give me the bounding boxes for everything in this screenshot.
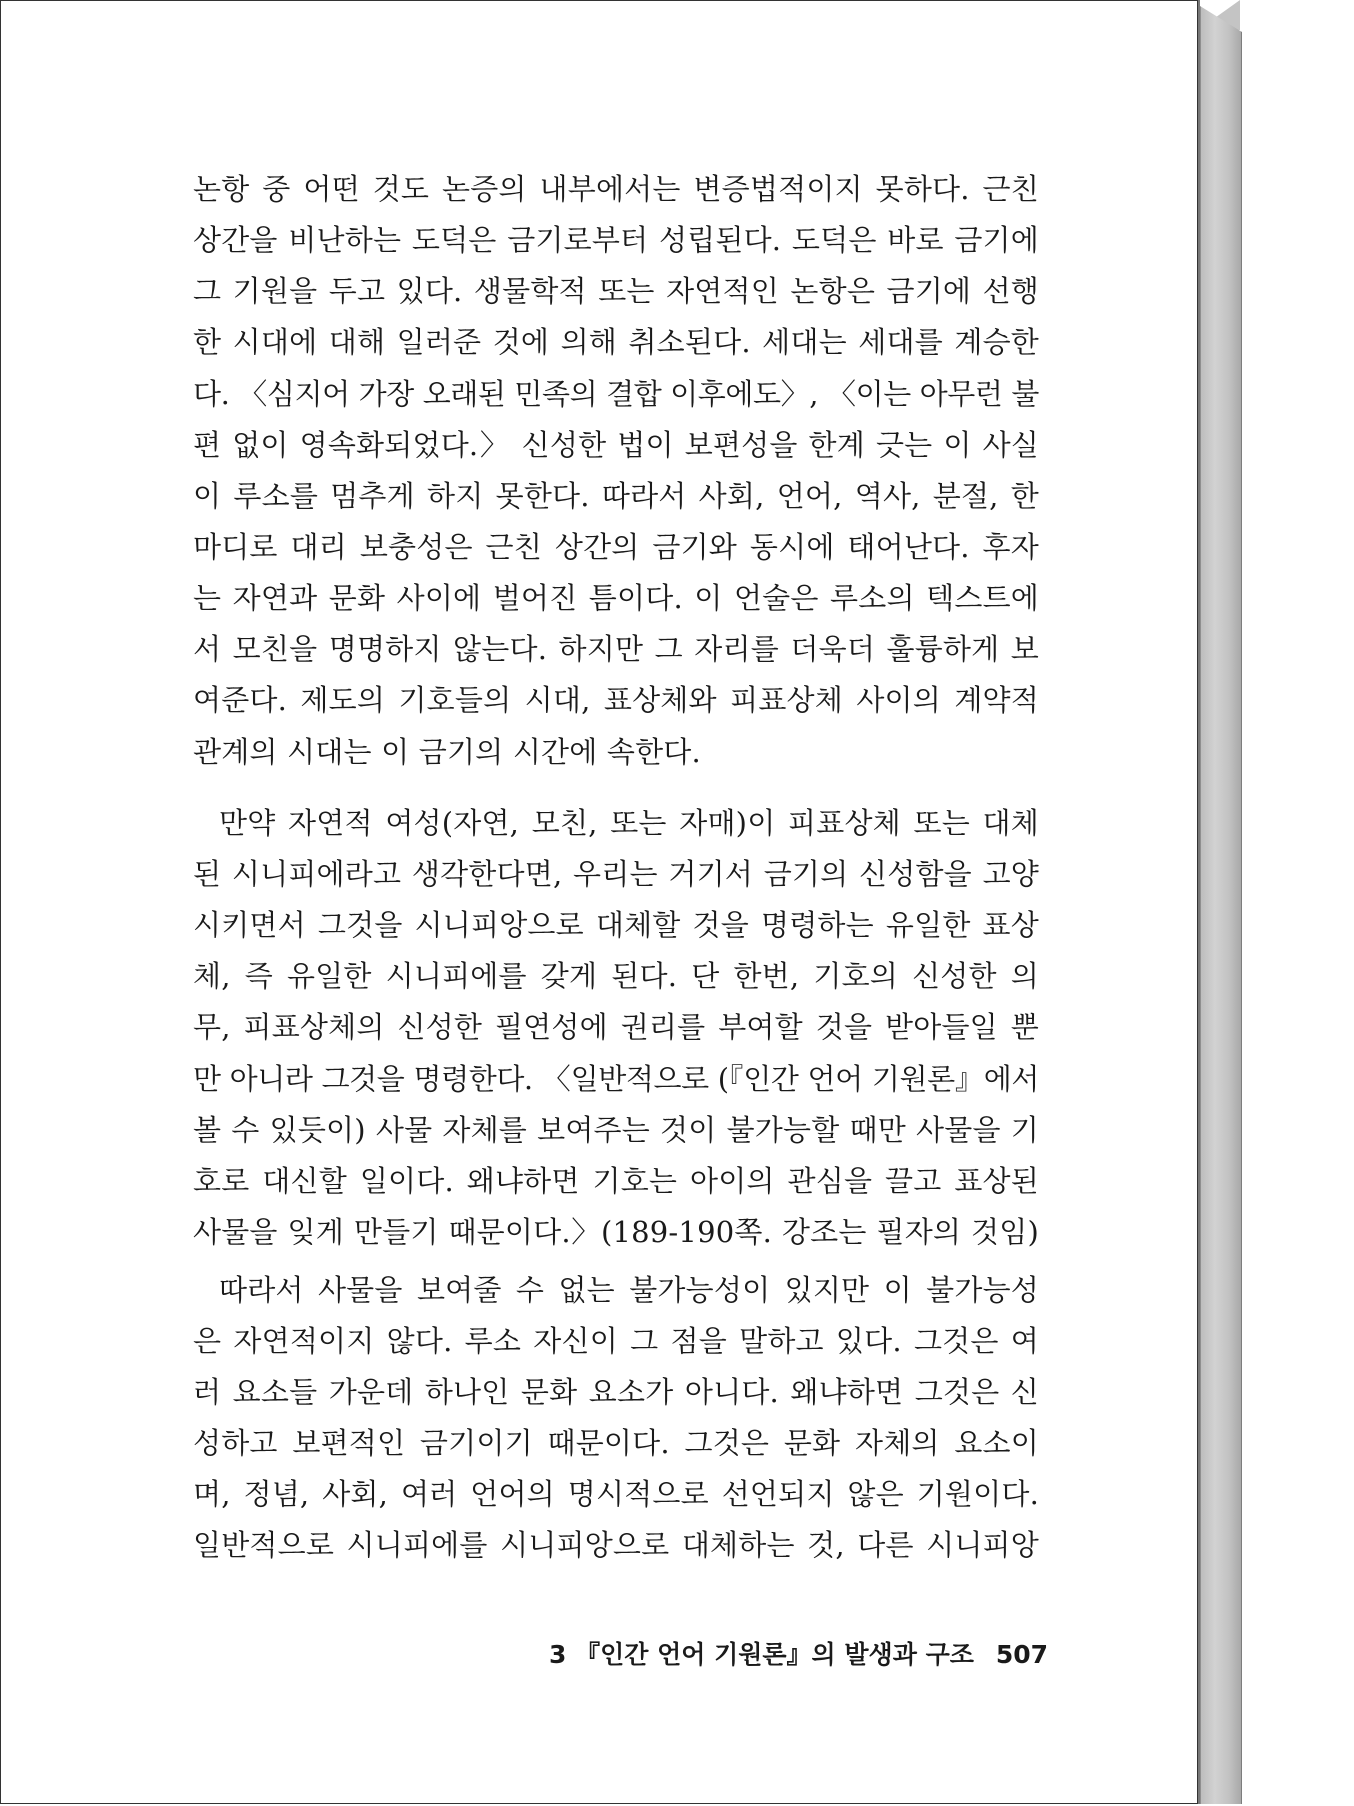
text-line: 여준다. 제도의 기호들의 시대, 표상체와 피표상체 사이의 계약적: [193, 683, 1039, 717]
text-line: 마디로 대리 보충성은 근친 상간의 금기와 동시에 태어난다. 후자: [193, 530, 1039, 564]
page-footer: [549, 1638, 1048, 1672]
text-line: 관계의 시대는 이 금기의 시간에 속한다.: [193, 735, 701, 769]
text-line: 시키면서 그것을 시니피앙으로 대체할 것을 명령하는 유일한 표상: [193, 908, 1039, 942]
text-line: 무, 피표상체의 신성한 필연성에 권리를 부여할 것을 받아들일 뿐: [193, 1010, 1039, 1044]
page-number: 507: [995, 1640, 1049, 1669]
text-line: 이 루소를 멈추게 하지 못한다. 따라서 사회, 언어, 역사, 분절, 한: [193, 479, 1039, 513]
text-line: 상간을 비난하는 도덕은 금기로부터 성립된다. 도덕은 바로 금기에: [193, 223, 1039, 257]
running-head: 3 『인간 언어 기원론』의 발생과 구조: [549, 1640, 974, 1669]
book-page-edge: [1200, 6, 1242, 1804]
text-line: 성하고 보편적인 금기이기 때문이다. 그것은 문화 자체의 요소이: [193, 1426, 1039, 1460]
text-line: 사물을 잊게 만들기 때문이다.〉(189-190쪽. 강조는 필자의 것임): [193, 1215, 1039, 1249]
text-line: 볼 수 있듯이) 사물 자체를 보여주는 것이 불가능할 때만 사물을 기: [193, 1113, 1039, 1147]
text-line: 는 자연과 문화 사이에 벌어진 틈이다. 이 언술은 루소의 텍스트에: [193, 581, 1039, 615]
text-line: 서 모친을 명명하지 않는다. 하지만 그 자리를 더욱더 훌륭하게 보: [193, 632, 1039, 666]
paragraph-start-line: 따라서 사물을 보여줄 수 없는 불가능성이 있지만 이 불가능성: [219, 1273, 1039, 1307]
text-line: 며, 정념, 사회, 여러 언어의 명시적으로 선언되지 않은 기원이다.: [193, 1477, 1039, 1511]
text-line: 일반적으로 시니피에를 시니피앙으로 대체하는 것, 다른 시니피앙: [193, 1528, 1039, 1562]
paragraph-start-line: 만약 자연적 여성(자연, 모친, 또는 자매)이 피표상체 또는 대체: [219, 806, 1039, 840]
text-line: 한 시대에 대해 일러준 것에 의해 취소된다. 세대는 세대를 계승한: [193, 325, 1039, 359]
text-line: 그 기원을 두고 있다. 생물학적 또는 자연적인 논항은 금기에 선행: [193, 274, 1039, 308]
text-line: 호로 대신할 일이다. 왜냐하면 기호는 아이의 관심을 끌고 표상된: [193, 1164, 1039, 1198]
text-line: 만 아니라 그것을 명령한다. 〈일반적으로 (『인간 언어 기원론』에서: [193, 1062, 1039, 1096]
text-line: 체, 즉 유일한 시니피에를 갖게 된다. 단 한번, 기호의 신성한 의: [193, 959, 1039, 993]
text-line: 러 요소들 가운데 하나인 문화 요소가 아니다. 왜냐하면 그것은 신: [193, 1375, 1039, 1409]
text-line: 은 자연적이지 않다. 루소 자신이 그 점을 말하고 있다. 그것은 여: [193, 1324, 1039, 1358]
text-line: 된 시니피에라고 생각한다면, 우리는 거기서 금기의 신성함을 고양: [193, 857, 1039, 891]
text-line: 다. 〈심지어 가장 오래된 민족의 결합 이후에도〉, 〈이는 아무런 불: [193, 377, 1039, 411]
text-line: 논항 중 어떤 것도 논증의 내부에서는 변증법적이지 못하다. 근친: [193, 172, 1039, 206]
text-line: 편 없이 영속화되었다.〉 신성한 법이 보편성을 한계 긋는 이 사실: [193, 428, 1039, 462]
